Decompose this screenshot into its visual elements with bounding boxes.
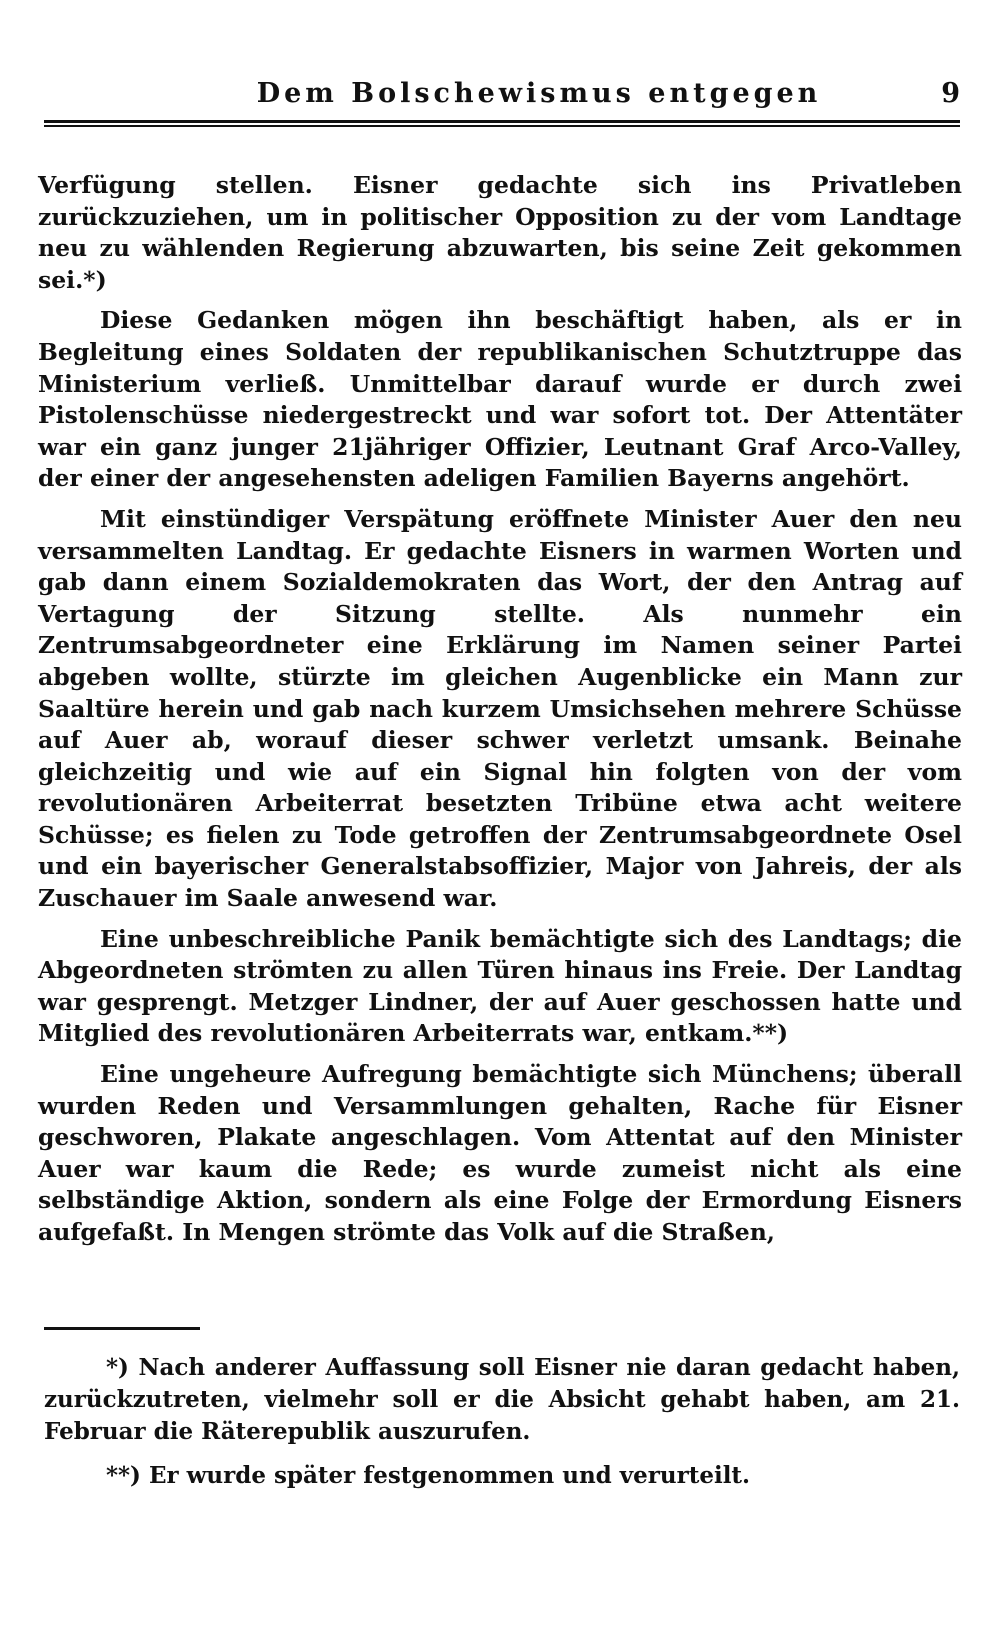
footnotes <box>44 1352 960 1504</box>
paragraph-3: Mit einstündiger Verspätung eröffnete Minister Auer den neu versammelten Landtag. Er gedachte Eisners in warmen Worten und gab dann einem Sozialdemokraten das Wort, der den Antrag auf Vertagung der Sitzung stellte. Als nunmehr ein Zentrumsabgeordneter eine Erklärung im Namen seiner Partei abgeben wollte, stürzte im gleichen Augenblicke ein Mann zur Saaltüre herein und gab nach kurzem Umsichsehen mehrere Schüsse auf Auer ab, worauf dieser schwer verletzt umsank. Beinahe gleichzeitig und wie auf ein Signal hin folgten von der vom revolutionären Arbeiterrat besetzten Tribüne etwa acht weitere Schüsse; es fielen zu Tode getroffen der Zentrumsabgeordnete Osel und ein bayerischer Generalstabsoffizier, Major von Jahreis, der als Zuschauer im Saale anwesend war. <box>38 504 962 913</box>
page-number: 9 <box>941 78 960 109</box>
page-header <box>44 78 960 118</box>
running-title: Dem Bolschewismus entgegen <box>256 78 822 109</box>
footnote-2 <box>44 1460 960 1492</box>
footnote-2-mark: **) <box>106 1462 141 1489</box>
body-text <box>38 170 962 1258</box>
footnote-1-mark: *) <box>106 1354 129 1381</box>
paragraph-4: Eine unbeschreibliche Panik bemächtigte sich des Landtags; die Abgeordneten strömten zu allen Türen hinaus ins Freie. Der Landtag war gesprengt. Metzger Lindner, der auf Auer geschossen hatte und Mitglied des revolutionären Arbeiterrats war, entkam.**) <box>38 924 962 1048</box>
header-rule <box>44 120 960 127</box>
paragraph-5: Eine ungeheure Aufregung bemächtigte sich Münchens; überall wurden Reden und Versammlungen gehalten, Rache für Eisner geschworen, Plakate angeschlagen. Vom Attentat auf den Minister Auer war kaum die Rede; es wurde zumeist nicht als eine selbständige Aktion, sondern als eine Folge der Ermordung Eisners aufgefaßt. In Mengen strömte das Volk auf die Straßen, <box>38 1060 962 1246</box>
footnote-1-text: Nach anderer Auffassung soll Eisner nie daran gedacht haben, zurückzutreten, vielmehr soll er die Absicht gehabt haben, am 21. Februar die Räterepublik auszurufen. <box>44 1354 960 1445</box>
footnote-1 <box>44 1352 960 1448</box>
footnote-2-text: Er wurde später festgenommen und verurteilt. <box>148 1462 751 1489</box>
paragraph-1: Verfügung stellen. Eisner gedachte sich ins Privatleben zurückzuziehen, um in politischer Opposition zu der vom Landtage neu zu wählenden Regierung abzuwarten, bis seine Zeit gekommen sei.*) <box>38 171 962 294</box>
footnote-rule <box>44 1327 200 1330</box>
paragraph-2: Diese Gedanken mögen ihn beschäftigt haben, als er in Begleitung eines Soldaten der republikanischen Schutztruppe das Ministerium verließ. Unmittelbar darauf wurde er durch zwei Pistolenschüsse niedergestreckt und war sofort tot. Der Attentäter war ein ganz junger 21jähriger Offizier, Leutnant Graf Arco-Valley, der einer der angesehensten adeligen Familien Bayerns angehört. <box>38 306 962 493</box>
